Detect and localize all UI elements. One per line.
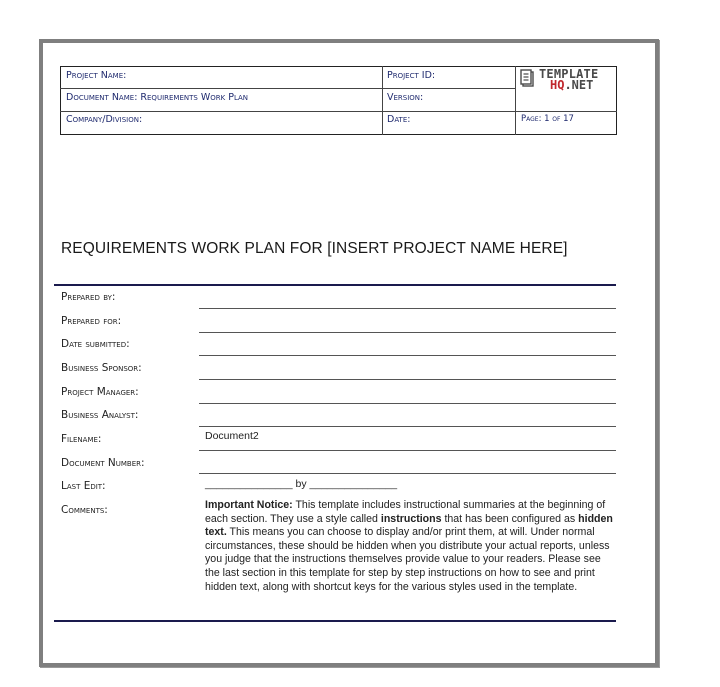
project-manager-field[interactable] [199, 403, 616, 404]
notice-bold-hidden-text: hidden text. [205, 512, 613, 539]
header-divider [515, 66, 516, 135]
section-rule-top [54, 284, 616, 286]
filename-field[interactable] [199, 450, 616, 451]
field-label-comments: Comments: [61, 504, 108, 516]
notice-text: This template includes instructional summaries at the beginning of each section. They use a style called [205, 499, 606, 525]
project-name-label: Project Name: [66, 70, 127, 81]
field-label-business-analyst: Business Analyst: [61, 409, 139, 421]
field-label-date-submitted: Date submitted: [61, 338, 130, 350]
logo-text-line2 [550, 79, 593, 91]
filename-value: Document2 [205, 430, 259, 442]
field-label-project-manager: Project Manager: [61, 386, 139, 398]
notice-lead: Important Notice: [205, 499, 293, 511]
notice-bold-instructions: instructions [380, 512, 442, 525]
header-divider [60, 111, 617, 112]
version-label: Version: [387, 92, 424, 103]
header-divider [60, 88, 515, 89]
important-notice [205, 499, 615, 594]
business-analyst-field[interactable] [199, 426, 616, 427]
logo-suffix: .NET [564, 78, 594, 92]
templatehq-logo [520, 68, 615, 94]
document-name-label: Document Name: Requirements Work Plan [66, 92, 249, 103]
field-label-prepared-by: Prepared by: [61, 291, 116, 303]
date-label: Date: [387, 114, 411, 125]
last-edit-value: _______________ by _______________ [205, 478, 398, 490]
field-label-document-number: Document Number: [61, 457, 145, 469]
notice-text: that has been configured as [441, 512, 579, 525]
business-sponsor-field[interactable] [199, 379, 616, 380]
document-title: REQUIREMENTS WORK PLAN FOR [INSERT PROJECT NAME HERE] [61, 240, 568, 257]
field-label-last-edit: Last Edit: [61, 480, 106, 492]
date-submitted-field[interactable] [199, 355, 616, 356]
notice-text: This means you can choose to display and/or print them, at will. Under normal circumstances, these should be hidden when you distribute your actual reports, unless you judge that the instructions themselves provide value to your readers. Please see the last section in this template for step by step instructions on how to see and print hidden text, along with shortcut keys for the various styles used in the template. [205, 526, 610, 593]
field-label-filename: Filename: [61, 433, 102, 445]
prepared-for-field[interactable] [199, 332, 616, 333]
field-label-prepared-for: Prepared for: [61, 315, 122, 327]
project-id-label: Project ID: [387, 70, 436, 81]
field-label-business-sponsor: Business Sponsor: [61, 362, 142, 374]
document-icon [520, 69, 535, 88]
logo-text-line1: TEMPLATE [539, 67, 599, 81]
company-division-label: Company/Division: [66, 114, 143, 125]
document-number-field[interactable] [199, 473, 616, 474]
page-number-label: Page: 1 of 17 [521, 114, 574, 124]
section-rule-bottom [54, 620, 616, 622]
prepared-by-field[interactable] [199, 308, 616, 309]
logo-accent: HQ [550, 78, 565, 92]
